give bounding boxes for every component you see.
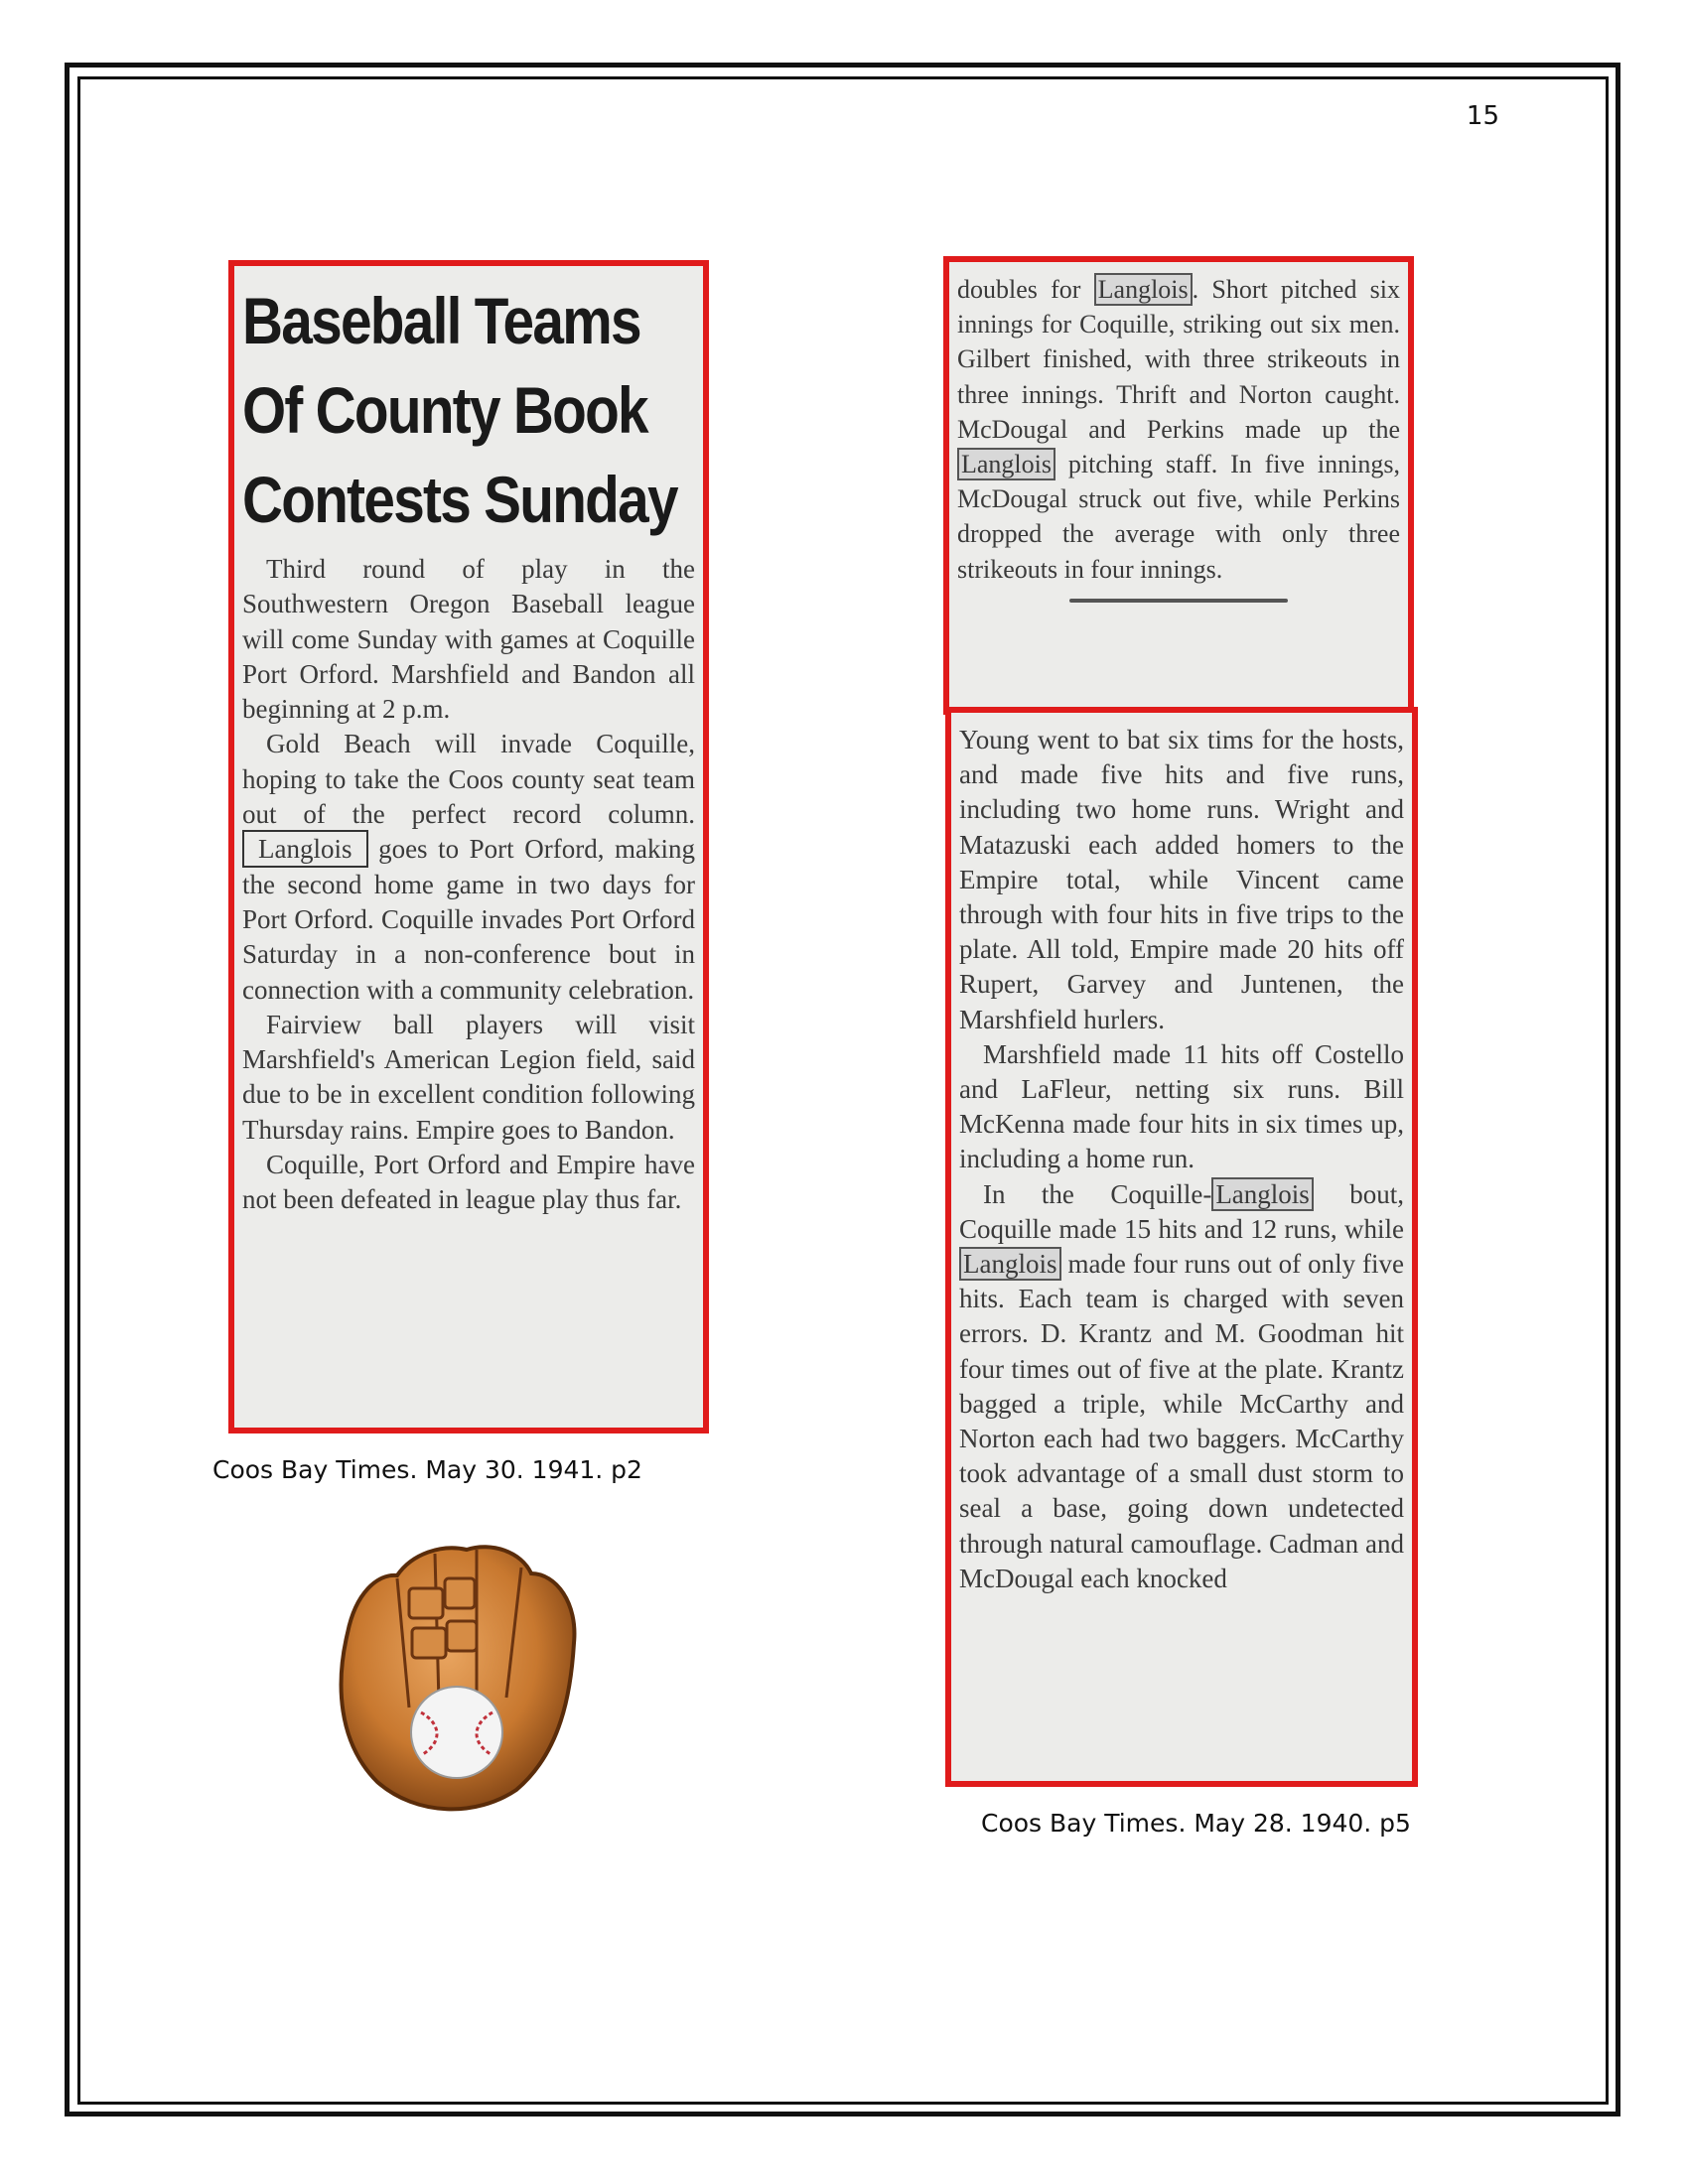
paragraph-1: Third round of play in the Southwestern Oregon Baseball league will come Sunday with games at Coquille Port Orford. Marshfield and Bandon all beginning at 2 p.m. bbox=[242, 554, 695, 725]
text-segment: . Short pitched six innings for Coquille, striking out six men. Gilbert finished, with three strikeouts in three innings. Thrift and Norton caught. McDougal and Perkins made up the bbox=[957, 275, 1400, 444]
clipping-body bbox=[959, 723, 1404, 1596]
clipping-headline bbox=[242, 276, 703, 544]
paragraph-2: Marshfield made 11 hits off Costello and LaFleur, netting six runs. Bill McKenna made four hits in six times up, including a home run. bbox=[959, 1038, 1404, 1174]
page-number: 15 bbox=[1466, 101, 1499, 131]
paragraph-1: Young went to bat six tims for the hosts, and made five hits and five runs, including two home runs. Wright and Matazuski each added homers to the Empire total, while Vincent came through with four hits in five trips to the plate. All told, Empire made 20 hits off Rupert, Garvey and Juntenen, the Marshfield hurlers. bbox=[959, 725, 1404, 1034]
langlois-boxed-name: Langlois bbox=[242, 830, 368, 868]
text-segment: doubles for bbox=[957, 275, 1094, 304]
clipping-langlois-pitching bbox=[943, 256, 1414, 715]
paragraph-3 bbox=[959, 1177, 1404, 1596]
baseball-glove-with-ball-icon bbox=[318, 1534, 596, 1822]
paragraph-2-lead: Gold Beach will invade Coquille, hoping to take the Coos county seat team out of the perfect record column. bbox=[242, 729, 695, 830]
text-segment: made four runs out of only five hits. Each team is charged with seven errors. D. Krantz and M. Goodman hit four times out of five at the plate. Krantz bagged a triple, while McCarthy and Norton each had two baggers. McCarthy took advantage of a small dust storm to seal a base, going down undetected through natural camouflage. Cadman and McDougal each knocked bbox=[959, 1249, 1404, 1593]
text-segment: bout, Coquille made 15 hits and 12 runs, while bbox=[959, 1178, 1404, 1244]
text-segment: pitching staff. In five innings, McDougal struck out five, while Perkins dropped the average with only three strikeouts in four innings. bbox=[957, 450, 1400, 584]
clipping-body bbox=[242, 552, 695, 1218]
headline-line-2: Of County Book bbox=[242, 373, 647, 447]
paragraph-2 bbox=[242, 727, 695, 1007]
langlois-highlight: Langlois bbox=[1094, 273, 1193, 306]
text-segment: In the Coquille- bbox=[983, 1178, 1212, 1209]
paragraph-4: Coquille, Port Orford and Empire have not been defeated in league play thus far. bbox=[242, 1150, 695, 1215]
clipping-empire-marshfield bbox=[945, 707, 1418, 1787]
headline-line-1: Baseball Teams bbox=[242, 284, 640, 357]
caption-right: Coos Bay Times. May 28. 1940. p5 bbox=[981, 1809, 1411, 1838]
caption-left: Coos Bay Times. May 30. 1941. p2 bbox=[212, 1455, 642, 1484]
clipping-baseball-teams bbox=[228, 260, 709, 1433]
paragraph-3: Fairview ball players will visit Marshfield's American Legion field, said due to be in excellent condition following Thursday rains. Empire goes to Bandon. bbox=[242, 1009, 695, 1145]
paragraph-2-rest: goes to Port Orford, making the second home game in two days for Port Orford. Coquille invades Port Orford Saturday in a non-conference bout in connection with a community celebration. bbox=[242, 834, 695, 1005]
column-rule bbox=[1069, 599, 1288, 603]
headline-line-3: Contests Sunday bbox=[242, 463, 677, 536]
langlois-highlight: Langlois bbox=[1211, 1177, 1314, 1211]
langlois-highlight: Langlois bbox=[959, 1247, 1061, 1281]
langlois-highlight: Langlois bbox=[957, 448, 1055, 480]
clipping-body bbox=[957, 272, 1400, 587]
